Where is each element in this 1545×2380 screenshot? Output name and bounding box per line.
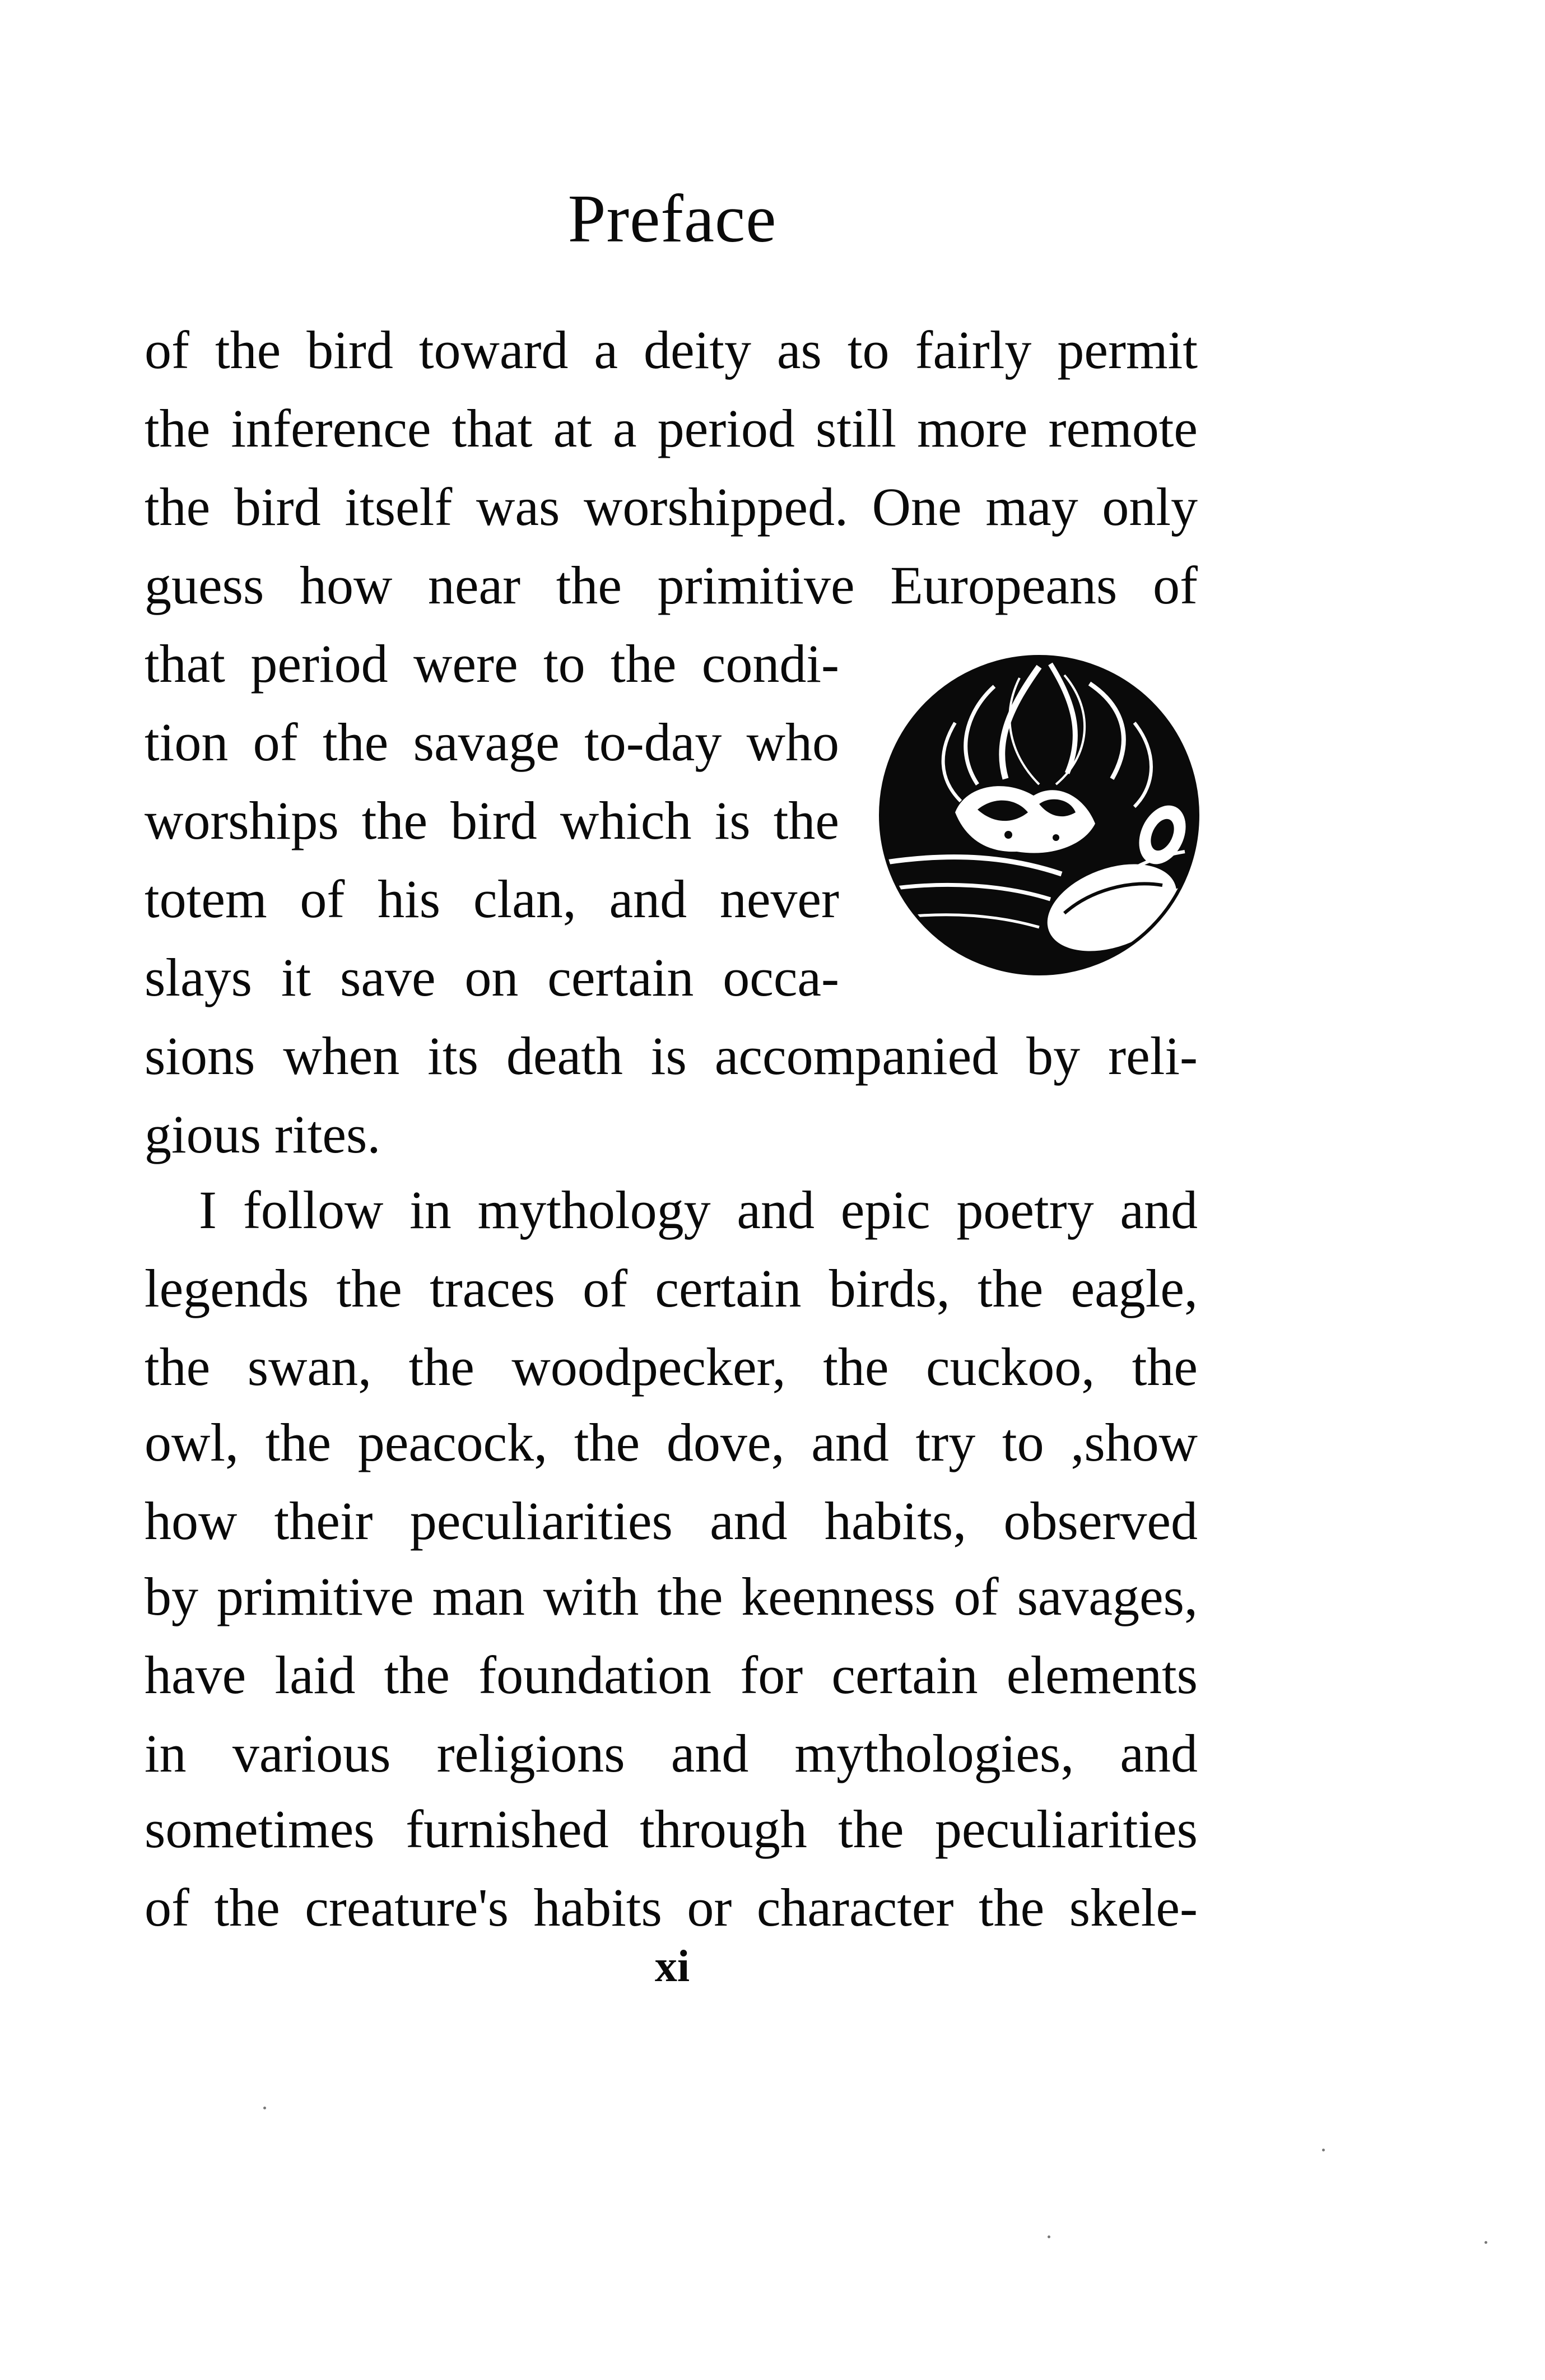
- text-line: sometimes furnished through the peculiarities: [145, 1799, 1198, 1859]
- text-line: tion of the savage to-day who: [145, 712, 839, 772]
- paper-speck: [263, 2107, 266, 2109]
- text-line: gious rites.: [145, 1104, 381, 1164]
- text-line: of the creature's habits or character the skele-: [145, 1877, 1198, 1937]
- paper-speck: [1484, 2241, 1487, 2244]
- running-head: Preface: [567, 181, 777, 257]
- text-line: have laid the foundation for certain elements: [145, 1645, 1198, 1705]
- text-line: how their peculiarities and habits, observed: [145, 1491, 1198, 1551]
- paper-speck: [1048, 2235, 1050, 2238]
- text-line: legends the traces of certain birds, the eagle,: [145, 1258, 1198, 1318]
- text-line: of the bird toward a deity as to fairly permit: [145, 320, 1198, 380]
- bird-nest-with-eggs-vignette-icon: [871, 644, 1207, 986]
- page-number: xi: [654, 1942, 690, 1991]
- text-line: worships the bird which is the: [145, 791, 839, 850]
- text-line: owl, the peacock, the dove, and try to ,show: [145, 1412, 1198, 1472]
- paper-speck: [1322, 2149, 1325, 2151]
- text-line: in various religions and mythologies, and: [145, 1723, 1198, 1783]
- text-line: the inference that at a period still more remote: [145, 398, 1198, 458]
- text-line: the swan, the woodpecker, the cuckoo, the: [145, 1337, 1198, 1397]
- text-line: by primitive man with the keenness of savages,: [145, 1566, 1198, 1626]
- text-line: I follow in mythology and epic poetry and: [199, 1180, 1198, 1240]
- text-line: guess how near the primitive Europeans of: [145, 555, 1198, 615]
- text-line: totem of his clan, and never: [145, 869, 839, 929]
- text-line: sions when its death is accompanied by reli-: [145, 1026, 1198, 1086]
- text-line: the bird itself was worshipped. One may only: [145, 477, 1198, 537]
- text-line: that period were to the condi-: [145, 634, 839, 694]
- text-line: slays it save on certain occa-: [145, 947, 839, 1007]
